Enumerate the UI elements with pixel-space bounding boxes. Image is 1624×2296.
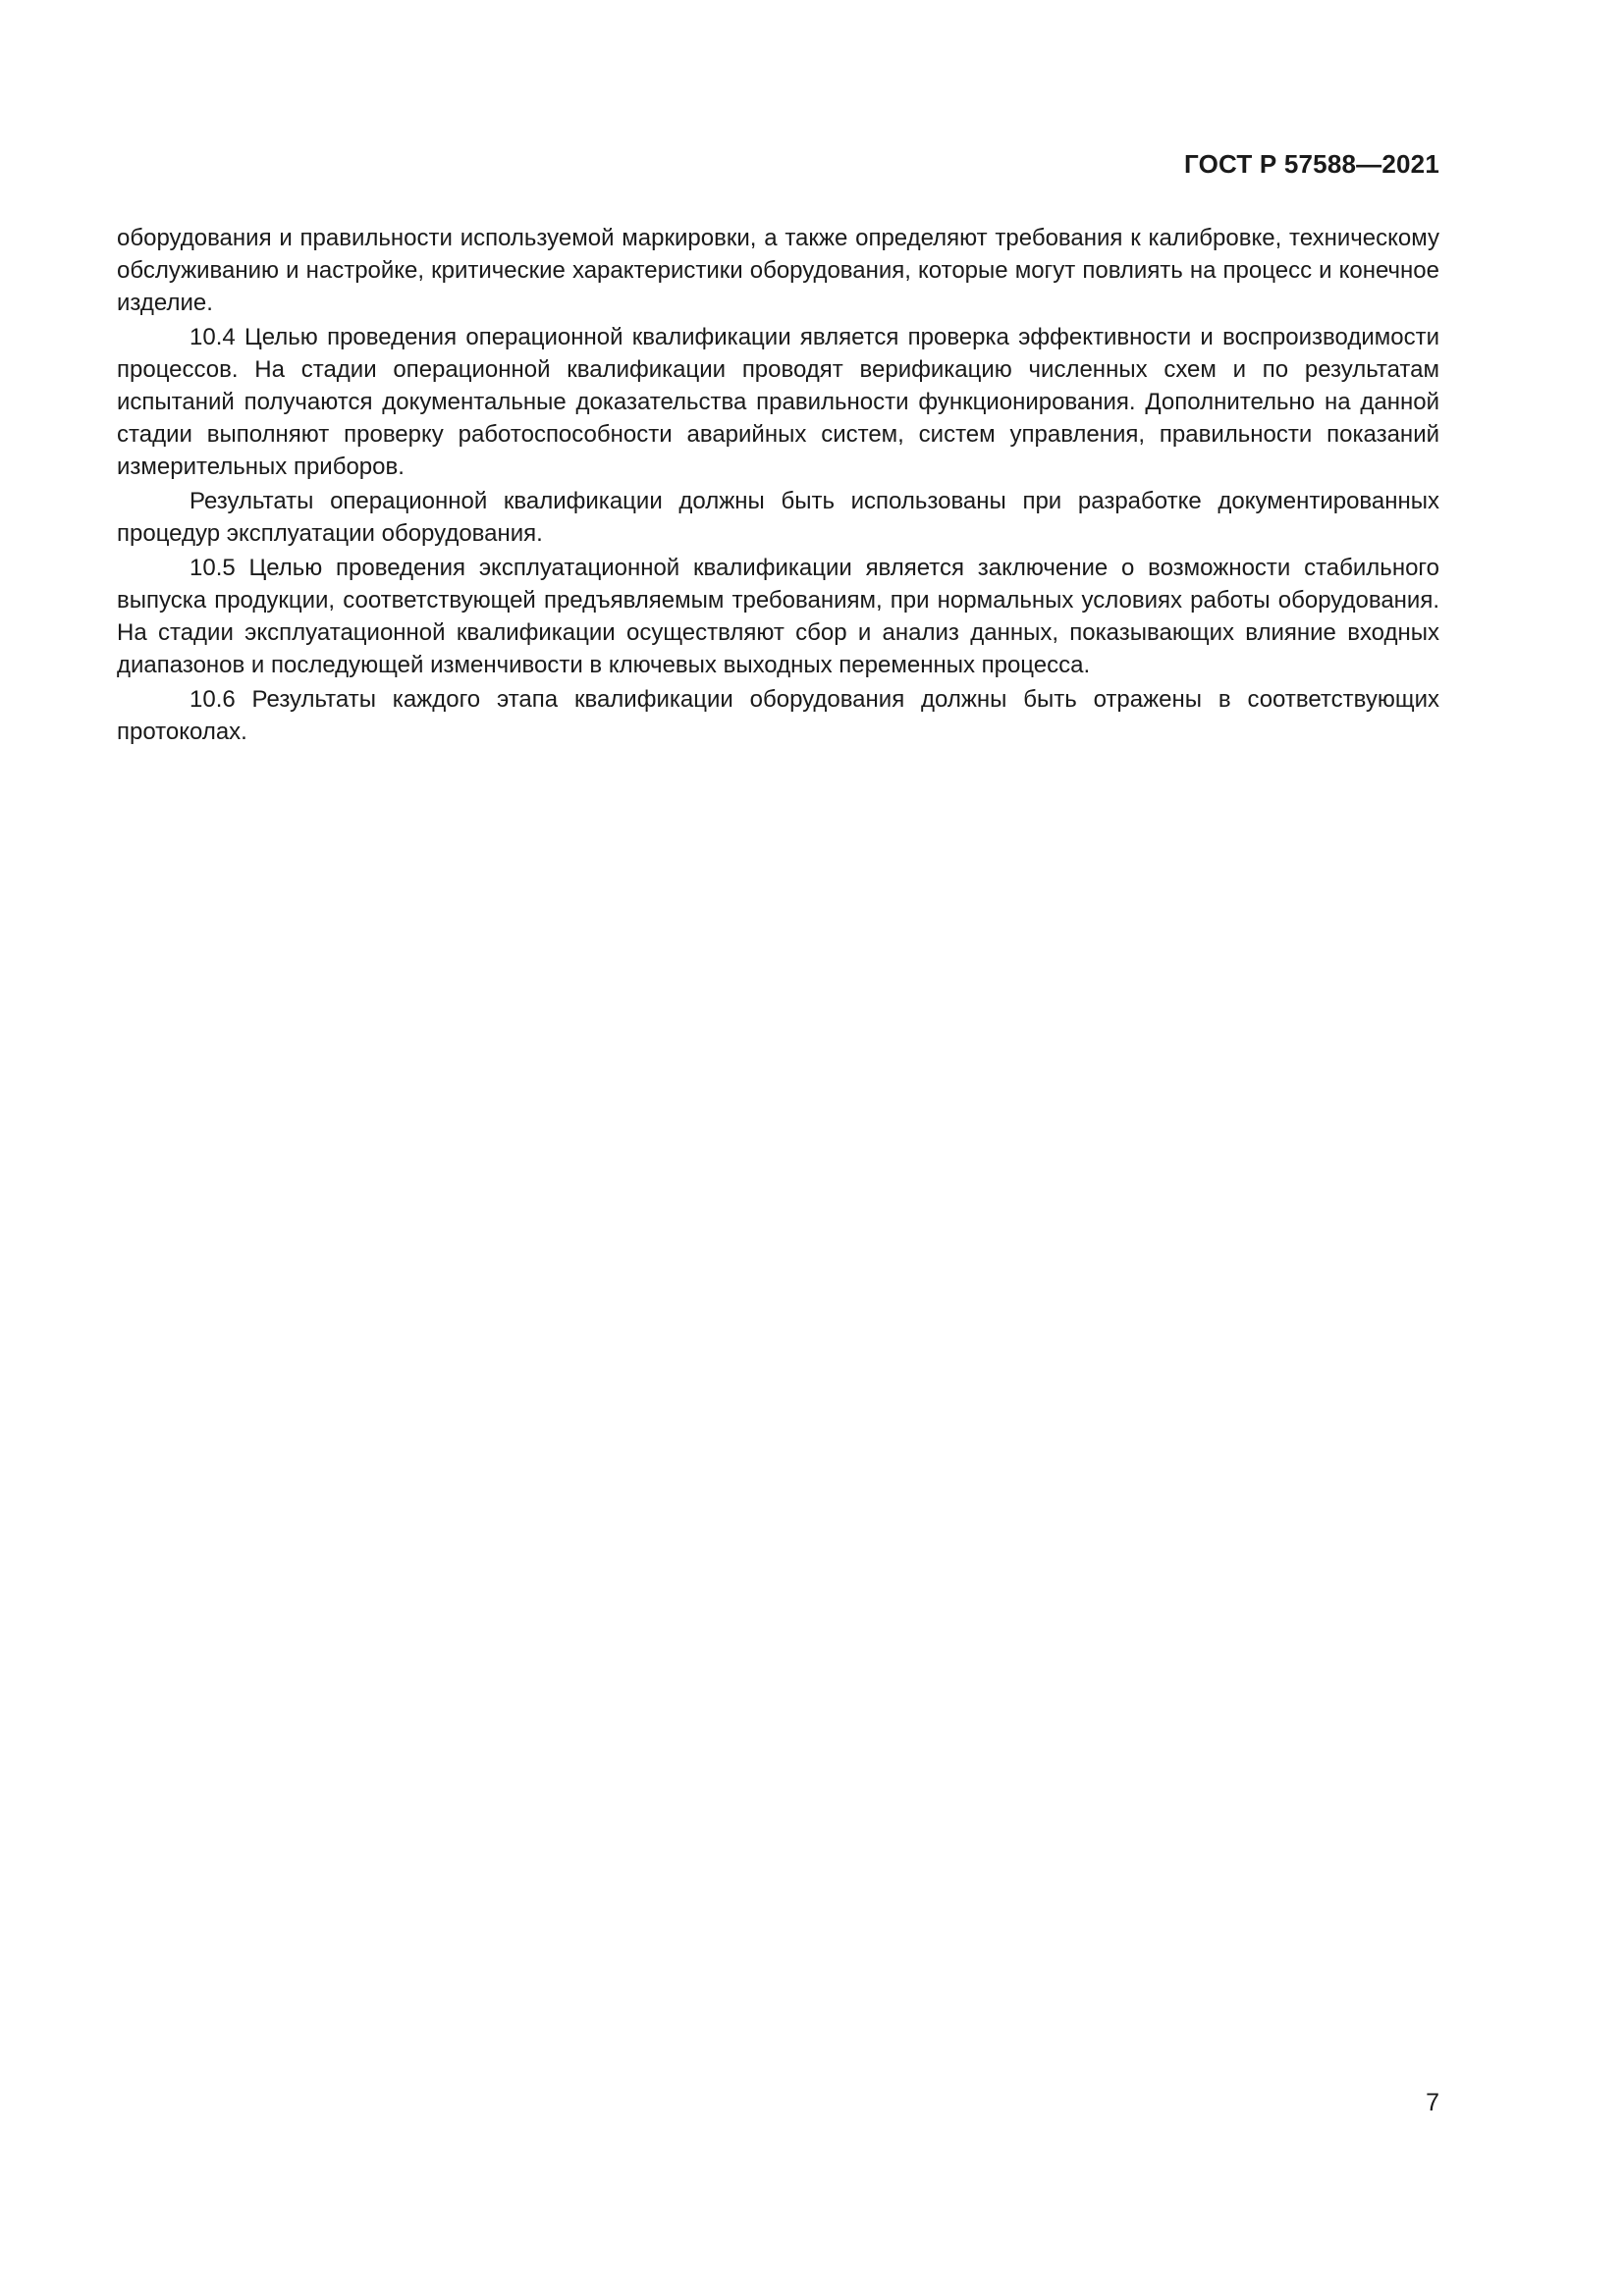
- page-number: 7: [1426, 2089, 1439, 2116]
- document-body: [117, 222, 1439, 750]
- paragraph-10-6: 10.6 Результаты каждого этапа квалификации оборудования должны быть отражены в соответствующих протоколах.: [117, 686, 1439, 745]
- paragraph-continuation: оборудования и правильности используемой маркировки, а также определяют требования к калибровке, техническому обслуживанию и настройке, критические характеристики оборудования, которые могут повлиять на процесс и конечное изделие.: [117, 225, 1439, 316]
- paragraph-oq-results: Результаты операционной квалификации должны быть использованы при разработке документированных процедур эксплуатации оборудования.: [117, 488, 1439, 547]
- standard-code-header: ГОСТ Р 57588—2021: [1184, 149, 1439, 179]
- paragraph-10-4: 10.4 Целью проведения операционной квалификации является проверка эффективности и воспроизводимости процессов. На стадии операционной квалификации проводят верификацию численных схем и по результатам испытаний получаются документальные доказательства правильности функционирования. Дополнительно на данной стадии выполняют проверку работоспособности аварийных систем, систем управления, правильности показаний измерительных приборов.: [117, 324, 1439, 480]
- paragraph-10-5: 10.5 Целью проведения эксплуатационной квалификации является заключение о возможности стабильного выпуска продукции, соответствующей предъявляемым требованиям, при нормальных условиях работы оборудования. На стадии эксплуатационной квалификации осуществляют сбор и анализ данных, показывающих влияние входных диапазонов и последующей изменчивости в ключевых выходных переменных процесса.: [117, 555, 1439, 678]
